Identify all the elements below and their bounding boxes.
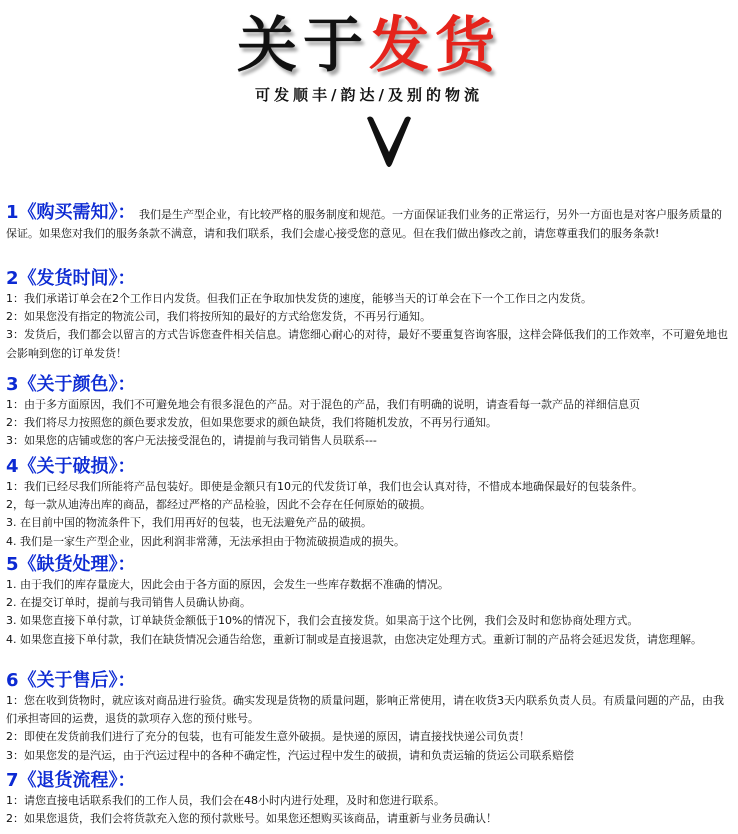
- section-heading: 5《缺货处理》：: [6, 554, 136, 575]
- notice-content: [6, 200, 732, 830]
- section-color: [6, 372, 732, 454]
- section-lead: [6, 200, 732, 244]
- title-black-text: 关于: [237, 11, 369, 81]
- section-return-process: [6, 768, 732, 830]
- section-line: 1：我们承诺订单会在2个工作日内发货。但我们正在争取加快发货的速度，能够当天的订单会在下一个工作日之内发货。: [6, 292, 592, 305]
- header-banner: [0, 0, 738, 190]
- section-line: 2. 在提交订单时，提前与我司销售人员确认协商。: [6, 596, 251, 610]
- section-line: 2：如果您没有指定的物流公司，我们将按所知的最好的方式给您发货，不再另行通知。: [6, 310, 431, 324]
- page-subtitle: 可发顺丰/韵达/及别的物流: [255, 86, 483, 104]
- section-heading: 1《购买需知》：: [6, 202, 136, 223]
- section-heading: 4《关于破损》：: [6, 456, 136, 477]
- title-red-text: 发货: [369, 11, 501, 81]
- section-lead-text: 我们是生产型企业，有比较严格的服务制度和规范。一方面保证我们业务的正常运行，另外一方面也是对客户服务质量的保证。如果您对我们的服务条款不满意，请和我们联系，我们会虚心接受您的意见。但在我们做出修改之前，请您尊重我们的服务条款!: [6, 208, 723, 240]
- section-line: 3：如果您的店铺或您的客户无法接受混色的，请提前与我司销售人员联系---: [6, 434, 377, 448]
- section-line: 4. 如果您直接下单付款，我们在缺货情况会通告给您，重新订制或是直接退款，由您决定处理方式。重新订制的产品将会延迟发货，请您理解。: [6, 632, 702, 646]
- section-line: 1：您在收到货物时，就应该对商品进行验货。确实发现是货物的质量问题，影响正常使用，请在收货3天内联系负责人员。有质量问题的产品，由我们承担寄回的运费，退货的款项存入您的预付账号。: [6, 694, 724, 726]
- section-line: 3. 如果您直接下单付款，订单缺货金额低于10%的情况下，我们会直接发货。如果高于这个比例，我们会及时和您协商处理方式。: [6, 614, 639, 628]
- section-shipping-time: [6, 266, 732, 372]
- page-title: [0, 8, 738, 84]
- section-line: 1：我们已经尽我们所能将产品包装好。即使是金额只有10元的代发货订单，我们也会认真对待，不惜成本地确保最好的包装条件。: [6, 480, 643, 493]
- section-line: 1：由于多方面原因，我们不可避免地会有很多混色的产品。对于混色的产品，我们有明确的说明，请查看每一款产品的祥细信息页: [6, 398, 640, 411]
- section-line: 2：如果您退货，我们会将货款充入您的预付款账号。如果您还想购买该商品，请重新与业务员确认！: [6, 812, 497, 826]
- section-heading: 3《关于颜色》：: [6, 374, 136, 395]
- section-heading: 6《关于售后》：: [6, 670, 136, 691]
- section-heading: 7《退货流程》：: [6, 770, 136, 791]
- section-line: 2，每一款从迪涛出库的商品，都经过严格的产品检验，因此不会存在任何原始的破损。: [6, 498, 431, 512]
- section-line: 3：发货后，我们都会以留言的方式告诉您查件相关信息。请您细心耐心的对待，最好不要重复咨询客服，这样会降低我们的工作效率，不可避免地也会影响到您的订单发货！: [6, 328, 728, 360]
- section-line: 1. 由于我们的库存量庞大，因此会由于各方面的原因，会发生一些库存数据不准确的情况。: [6, 578, 449, 591]
- section-damage: [6, 454, 732, 552]
- section-heading: 2《发货时间》：: [6, 268, 136, 289]
- section-line: 3：如果您发的是汽运，由于汽运过程中的各种不确定性，汽运过程中发生的破损，请和负责运输的货运公司联系赔偿: [6, 748, 574, 762]
- section-line: 4. 我们是一家生产型企业，因此利润非常薄，无法承担由于物流破损造成的损失。: [6, 534, 405, 548]
- section-purchase-notice: [6, 200, 732, 266]
- section-after-sales: [6, 668, 732, 768]
- section-line: 3. 在目前中国的物流条件下，我们用再好的包装，也无法避免产品的破损。: [6, 516, 372, 530]
- chevron-down-icon: [364, 112, 414, 170]
- section-line: 2：我们将尽力按照您的颜色要求发放，但如果您要求的颜色缺货，我们将随机发放，不再另行通知。: [6, 416, 497, 430]
- section-out-of-stock: [6, 552, 732, 668]
- section-line: 2：即使在发货前我们进行了充分的包装，也有可能发生意外破损。是快递的原因，请直接找快递公司负责！: [6, 730, 530, 744]
- section-line: 1：请您直接电话联系我们的工作人员，我们会在48小时内进行处理，及时和您进行联系。: [6, 794, 445, 807]
